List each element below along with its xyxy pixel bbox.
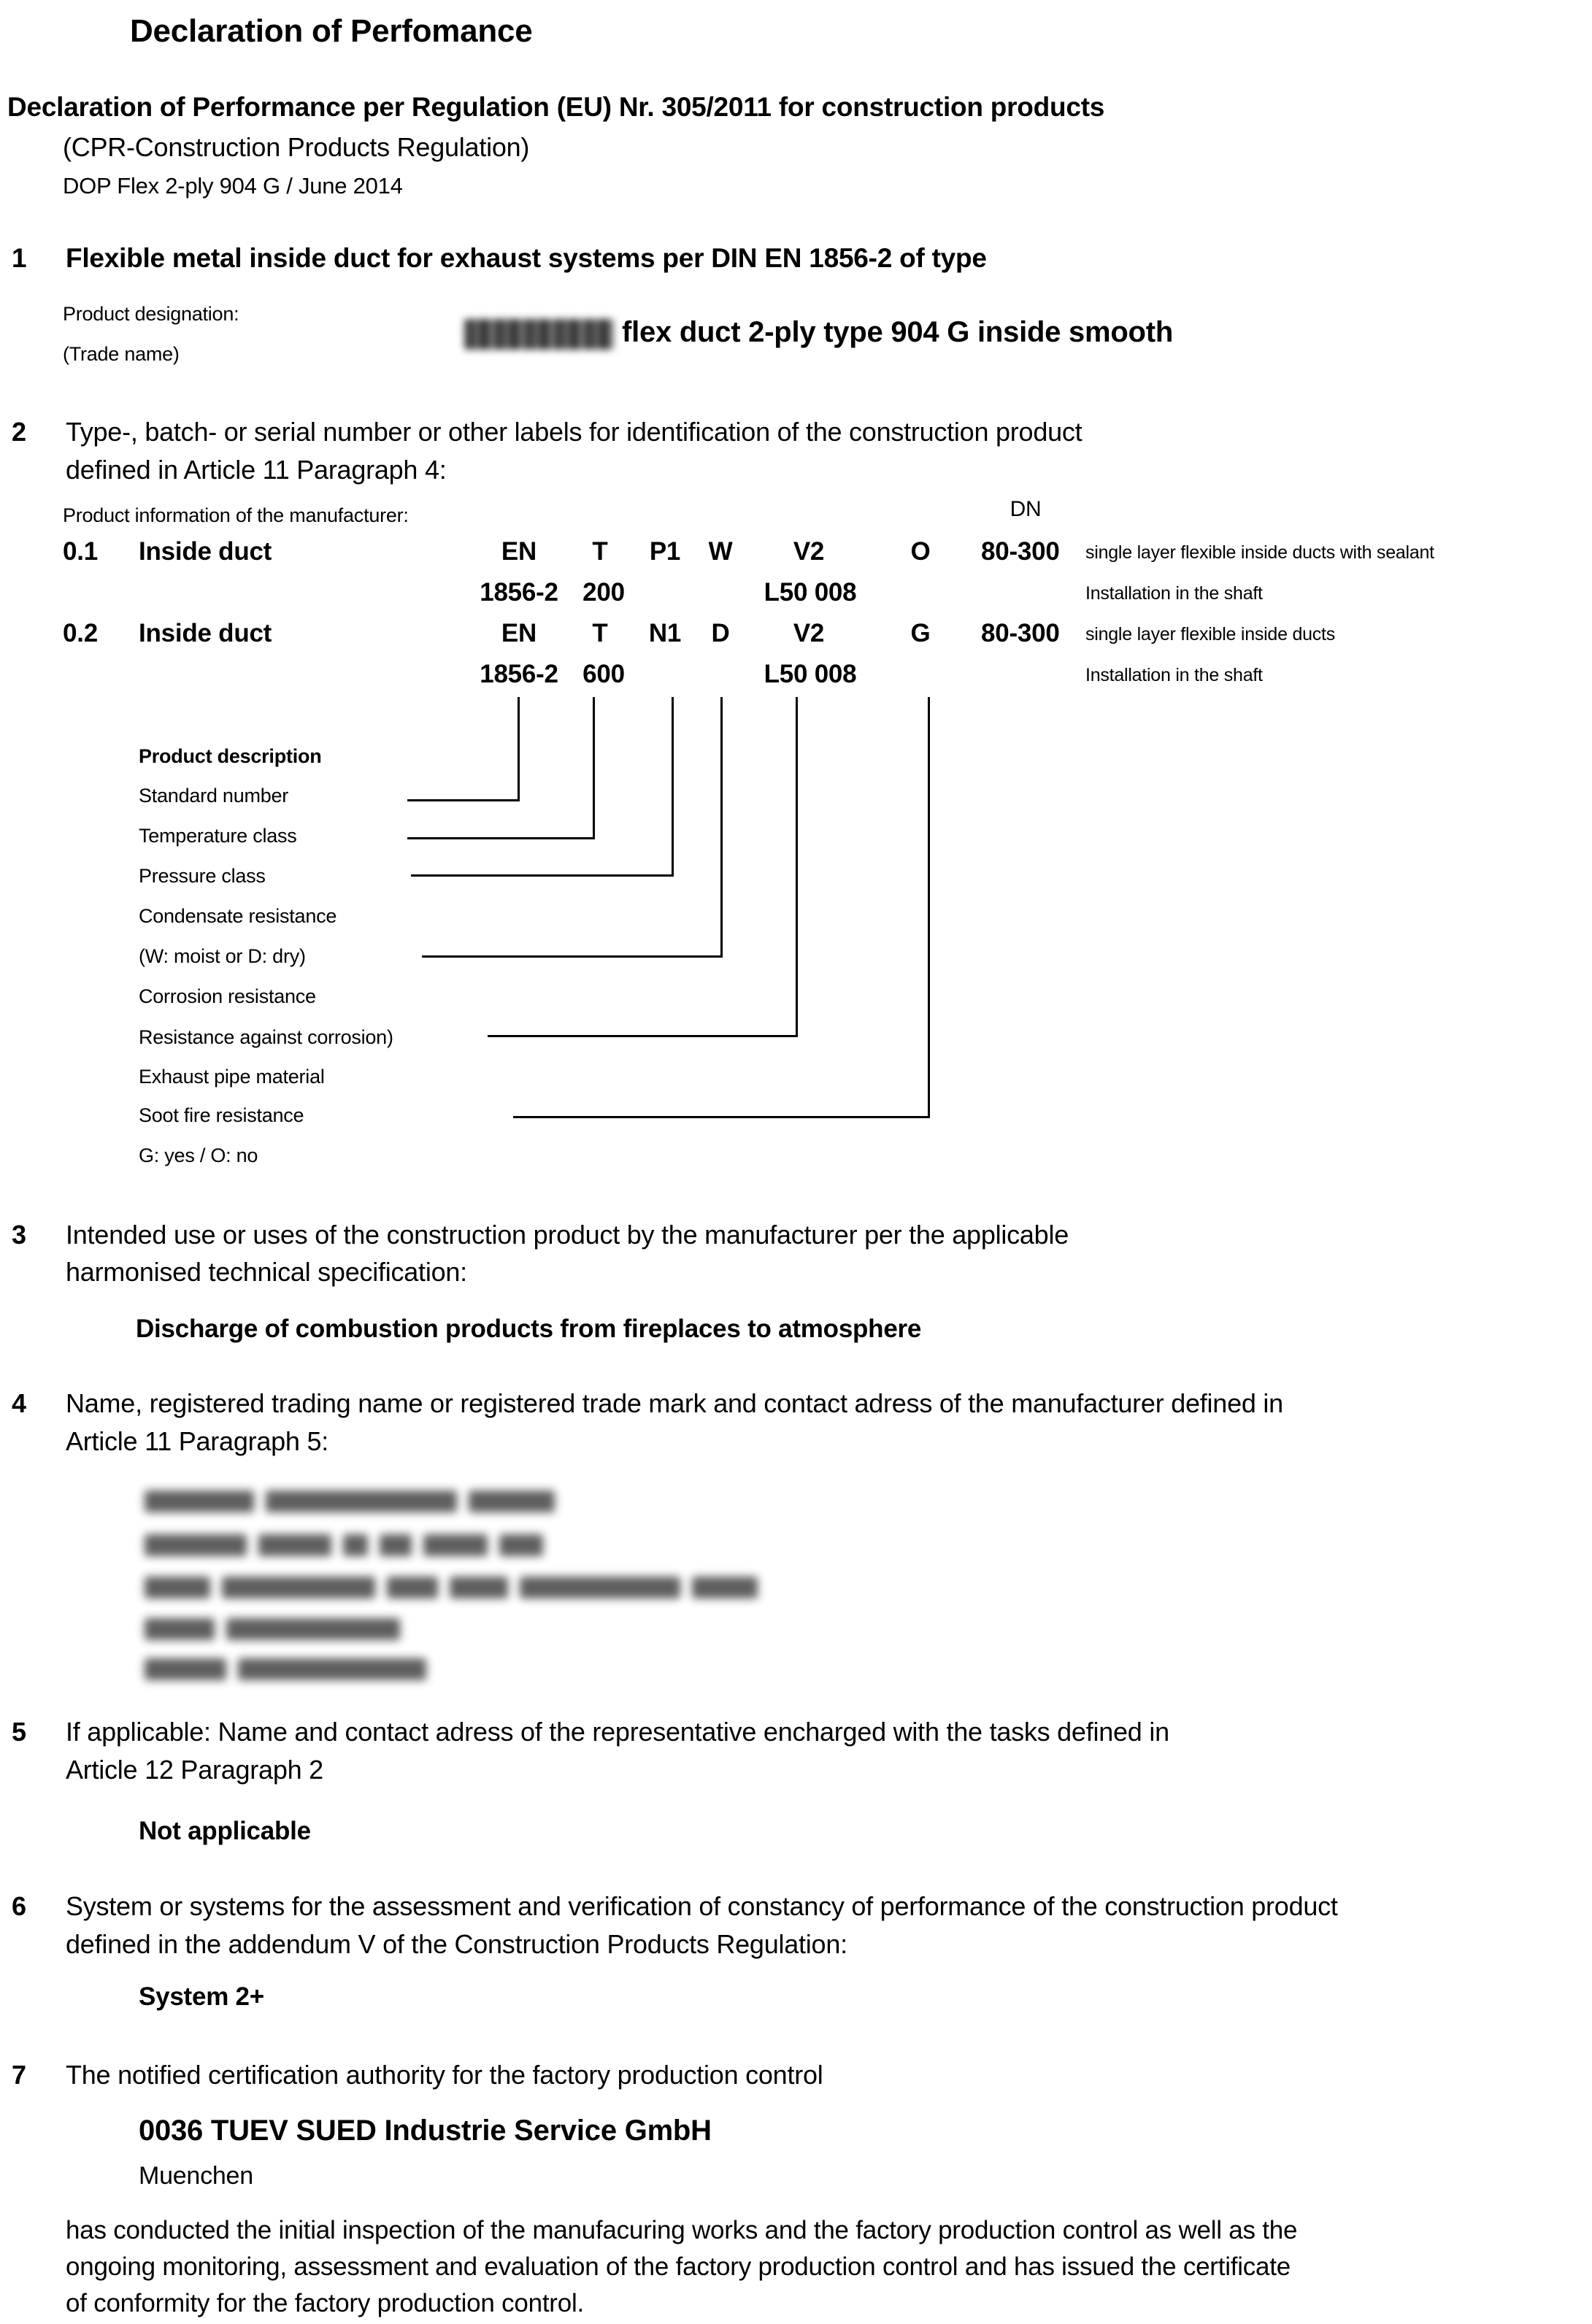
- section-4-heading-line2: Article 11 Paragraph 5:: [66, 1426, 329, 1456]
- manufacturer-info-label: Product information of the manufacturer:: [63, 504, 409, 526]
- redacted-street-address: [145, 1534, 555, 1556]
- legend-item-temperature-class: Temperature class: [139, 825, 297, 847]
- section-3-heading-line1: Intended use or uses of the construction product by the manufacturer per the applicable: [66, 1220, 1069, 1250]
- code-temperature: T: [592, 619, 608, 647]
- connector-vertical-corrosion: [796, 697, 798, 1037]
- row-description: single layer flexible inside ducts: [1085, 624, 1336, 645]
- code-standard-2: 1856-2: [480, 660, 558, 688]
- redacted-phone-fax: [145, 1577, 769, 1598]
- row-description: Installation in the shaft: [1085, 665, 1263, 685]
- intended-use-value: Discharge of combustion products from fireplaces to atmosphere: [136, 1315, 922, 1343]
- section-6-heading-line1: System or systems for the assessment and verification of constancy of performance of the construction product: [66, 1891, 1338, 1921]
- section-2-number: 2: [12, 417, 26, 447]
- code-standard: EN: [501, 537, 537, 566]
- product-name: flex duct 2-ply type 904 G inside smooth: [622, 316, 1174, 348]
- connector-vertical-temperature: [593, 697, 595, 839]
- certificate-paragraph-line3: of conformity for the factory production control.: [66, 2289, 584, 2317]
- legend-item-resistance-against-corrosion: Resistance against corrosion): [139, 1026, 393, 1048]
- section-5-heading-line2: Article 12 Paragraph 2: [66, 1755, 323, 1785]
- legend-item-soot-fire-resistance: Soot fire resistance: [139, 1104, 304, 1126]
- code-condensate: D: [711, 619, 730, 647]
- trade-name-label: (Trade name): [63, 343, 180, 365]
- section-3-number: 3: [12, 1220, 26, 1250]
- certificate-paragraph-line1: has conducted the initial inspection of the manufacuring works and the factory production control as well as the: [66, 2216, 1298, 2244]
- row-id: 0.1: [63, 537, 98, 566]
- redacted-company-name: [145, 1490, 566, 1512]
- section-4-heading-line1: Name, registered trading name or registered trade mark and contact adress of the manufacturer defined in: [66, 1388, 1283, 1418]
- code-condensate: W: [708, 537, 733, 566]
- code-pressure: N1: [648, 619, 682, 647]
- section-1-number: 1: [12, 243, 27, 273]
- section-6-heading-line2: defined in the addendum V of the Construction Products Regulation:: [66, 1929, 847, 1959]
- code-temperature: T: [592, 537, 608, 566]
- connector-horizontal-pressure: [411, 874, 674, 877]
- row-name: Inside duct: [139, 619, 272, 647]
- code-dn-range: 80-300: [981, 619, 1060, 647]
- page-title: Declaration of Perfomance: [130, 13, 533, 49]
- notified-body-name: 0036 TUEV SUED Industrie Service GmbH: [139, 2115, 712, 2147]
- connector-horizontal-standard: [407, 799, 520, 801]
- code-pressure: P1: [649, 537, 681, 566]
- dn-column-header: DN: [1010, 497, 1042, 521]
- legend-item-pressure-class: Pressure class: [139, 865, 266, 887]
- row-description: single layer flexible inside ducts with sealant: [1085, 542, 1434, 563]
- section-5-heading-line1: If applicable: Name and contact adress of the representative encharged with the tasks defined in: [66, 1717, 1169, 1747]
- connector-horizontal-temperature: [407, 837, 595, 839]
- redacted-website: [145, 1658, 438, 1680]
- code-dn-range: 80-300: [981, 537, 1060, 566]
- connector-vertical-sootfire: [928, 697, 930, 1118]
- row-id: 0.2: [63, 619, 98, 647]
- row-description: Installation in the shaft: [1085, 583, 1263, 604]
- section-6-number: 6: [12, 1891, 26, 1921]
- notified-body-city: Muenchen: [139, 2162, 253, 2190]
- row-name: Inside duct: [139, 537, 272, 566]
- legend-item-g-yes-o-no: G: yes / O: no: [139, 1144, 258, 1166]
- redacted-email: [145, 1618, 412, 1640]
- legend-item-moist-dry: (W: moist or D: dry): [139, 945, 306, 967]
- dop-reference: DOP Flex 2-ply 904 G / June 2014: [63, 173, 403, 199]
- code-standard: EN: [501, 619, 537, 647]
- code-corrosion: V2: [793, 537, 825, 566]
- code-temperature-2: 200: [582, 578, 625, 607]
- legend-title: Product description: [139, 745, 322, 767]
- code-sootfire: O: [910, 537, 931, 566]
- code-corrosion-2: L50 008: [764, 660, 857, 688]
- section-4-number: 4: [12, 1388, 26, 1418]
- code-standard-2: 1856-2: [480, 578, 558, 607]
- legend-item-corrosion-resistance: Corrosion resistance: [139, 985, 316, 1007]
- legend-item-condensate-resistance: Condensate resistance: [139, 905, 337, 927]
- section-5-number: 5: [12, 1717, 26, 1747]
- certificate-paragraph-line2: ongoing monitoring, assessment and evaluation of the factory production control and has issued the certificate: [66, 2252, 1291, 2281]
- section-1-heading: Flexible metal inside duct for exhaust systems per DIN EN 1856-2 of type: [66, 243, 987, 273]
- representative-value: Not applicable: [139, 1817, 311, 1845]
- product-designation-label: Product designation:: [63, 303, 239, 325]
- code-corrosion-2: L50 008: [764, 578, 857, 607]
- code-corrosion: V2: [793, 619, 825, 647]
- cpr-subtitle: (CPR-Construction Products Regulation): [63, 132, 530, 162]
- code-temperature-2: 600: [582, 660, 625, 688]
- connector-horizontal-corrosion: [488, 1035, 798, 1037]
- redacted-brand-name: [464, 319, 614, 350]
- section-7-number: 7: [12, 2060, 26, 2090]
- section-2-heading-line2: defined in Article 11 Paragraph 4:: [66, 455, 447, 485]
- connector-vertical-condensate: [720, 697, 723, 958]
- connector-horizontal-condensate: [422, 955, 723, 958]
- connector-vertical-pressure: [672, 697, 674, 877]
- connector-horizontal-sootfire: [513, 1116, 930, 1118]
- legend-item-standard-number: Standard number: [139, 785, 289, 807]
- section-3-heading-line2: harmonised technical specification:: [66, 1257, 467, 1287]
- connector-vertical-standard: [518, 697, 520, 801]
- avcp-system-value: System 2+: [139, 1982, 264, 2011]
- declaration-heading: Declaration of Performance per Regulation (EU) Nr. 305/2011 for construction products: [7, 92, 1105, 122]
- code-sootfire: G: [910, 619, 931, 647]
- section-2-heading-line1: Type-, batch- or serial number or other labels for identification of the construction product: [66, 417, 1083, 447]
- legend-item-exhaust-pipe-material: Exhaust pipe material: [139, 1066, 325, 1088]
- section-7-heading: The notified certification authority for the factory production control: [66, 2060, 823, 2090]
